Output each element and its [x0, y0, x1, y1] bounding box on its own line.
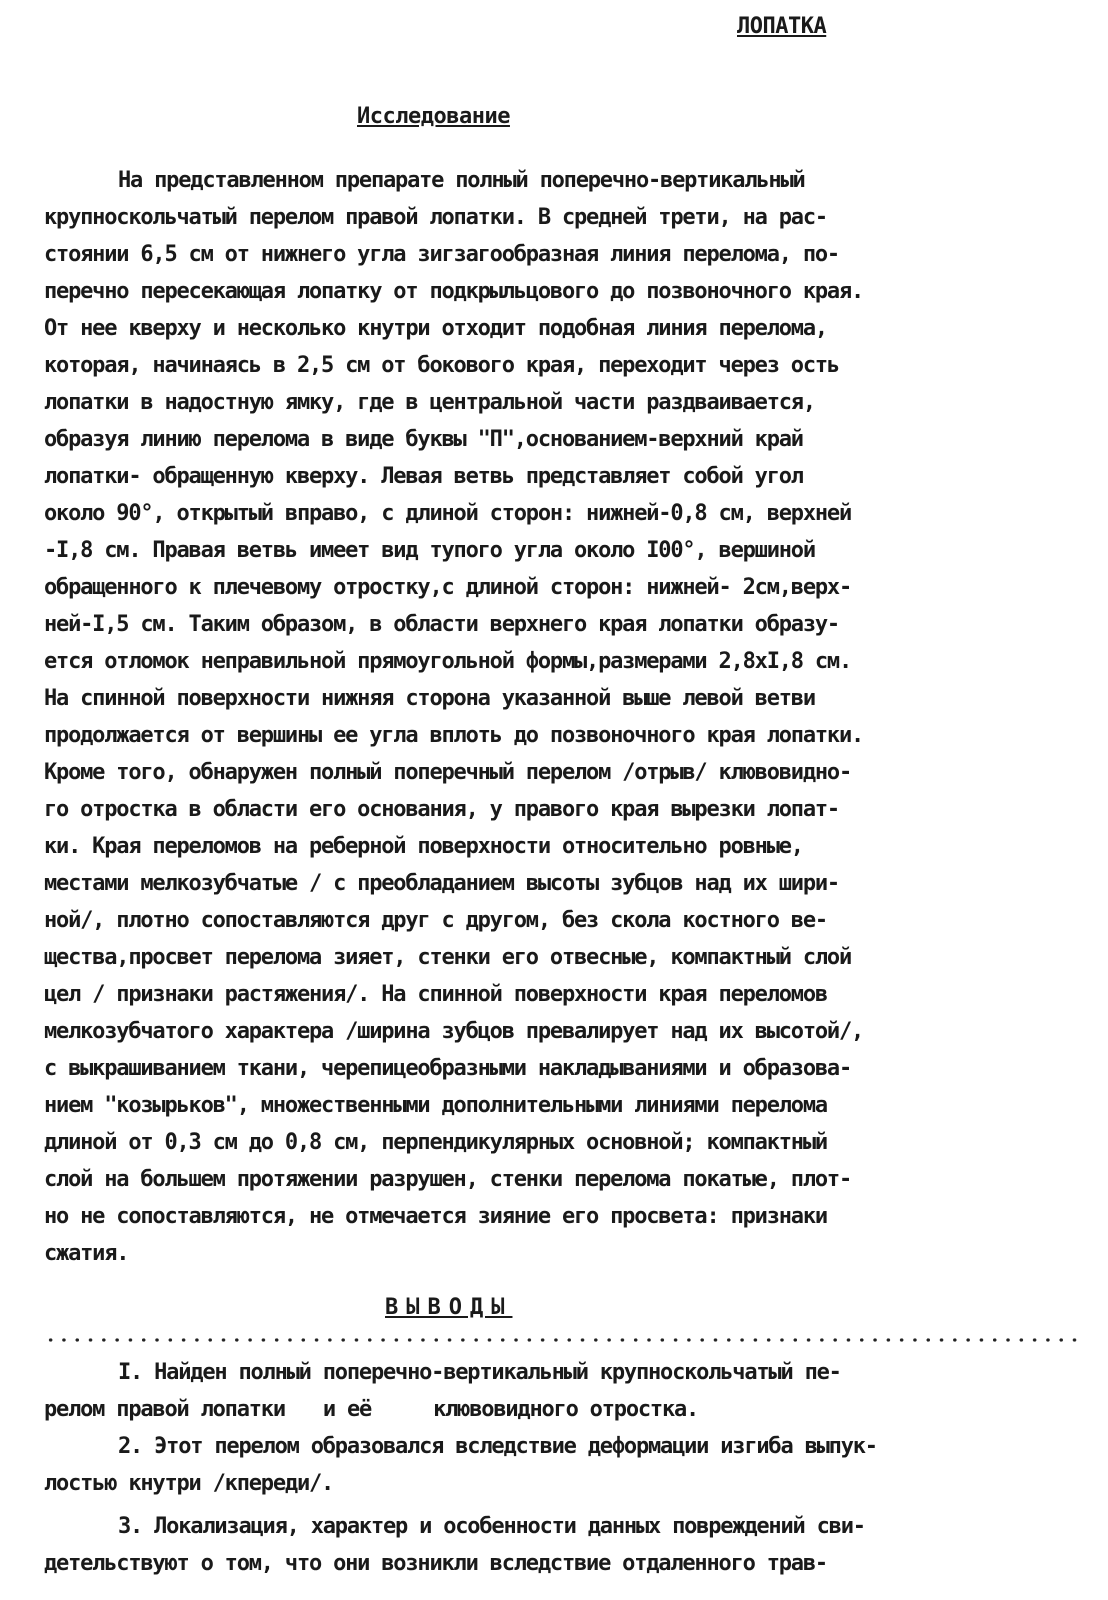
research-line: мелкозубчатого характера /ширина зубцов превалирует над их высотой/,: [44, 1019, 864, 1044]
document-title: ЛОПАТКА: [737, 14, 827, 39]
research-line: лопатки в надостную ямку, где в центральной части раздваивается,: [44, 390, 815, 415]
research-line: около 90°, открытый вправо, с длиной сторон: нижней-0,8 см, верхней: [44, 501, 852, 526]
research-line: местами мелкозубчатые / с преобладанием высоты зубцов над их шири-: [44, 871, 839, 896]
research-line: стоянии 6,5 см от нижнего угла зигзагообразная линия перелома, по-: [44, 242, 839, 267]
research-line: Кроме того, обнаружен полный поперечный перелом /отрыв/ клювовидно-: [44, 760, 852, 785]
dotted-divider: [44, 1337, 1078, 1343]
research-line: -I,8 см. Правая ветвь имеет вид тупого угла около I00°, вершиной: [44, 538, 815, 563]
research-line: ки. Края переломов на реберной поверхности относительно ровные,: [44, 834, 803, 859]
research-line: лопатки- обращенную кверху. Левая ветвь представляет собой угол: [44, 464, 803, 489]
conclusion-item-1-line: I. Найден полный поперечно-вертикальный крупноскольчатый пе-: [118, 1360, 841, 1385]
conclusion-item-2-line: 2. Этот перелом образовался вследствие деформации изгиба выпук-: [118, 1434, 877, 1459]
research-line: но не сопоставляются, не отмечается зияние его просвета: признаки: [44, 1204, 827, 1229]
section-title-conclusions: ВЫВОДЫ: [385, 1295, 513, 1320]
conclusion-item-2-line: лостью кнутри /кпереди/.: [44, 1471, 334, 1496]
research-line: длиной от 0,3 см до 0,8 см, перпендикулярных основной; компактный: [44, 1130, 827, 1155]
research-line: нием "козырьков", множественными дополнительными линиями перелома: [44, 1093, 827, 1118]
research-line: ется отломок неправильной прямоугольной формы,размерами 2,8xI,8 см.: [44, 649, 852, 674]
research-line: продолжается от вершины ее угла вплоть до позвоночного края лопатки.: [44, 723, 864, 748]
research-line: которая, начинаясь в 2,5 см от бокового края, переходит через ость: [44, 353, 839, 378]
research-line: От нее кверху и несколько кнутри отходит подобная линия перелома,: [44, 316, 827, 341]
research-line: обращенного к плечевому отростку,с длиной сторон: нижней- 2см,верх-: [44, 575, 852, 600]
research-line: перечно пересекающая лопатку от подкрыльцового до позвоночного края.: [44, 279, 864, 304]
research-line: слой на большем протяжении разрушен, стенки перелома покатые, плот-: [44, 1167, 852, 1192]
research-line: крупноскольчатый перелом правой лопатки. В средней трети, на рас-: [44, 205, 827, 230]
conclusion-item-3-line: 3. Локализация, характер и особенности данных повреждений сви-: [118, 1514, 865, 1539]
research-line: цел / признаки растяжения/. На спинной поверхности края переломов: [44, 982, 827, 1007]
conclusion-fragment: и её: [322, 1397, 372, 1422]
section-title-research: Исследование: [357, 104, 510, 129]
conclusion-item-1-line: [44, 1397, 698, 1423]
research-line: ней-I,5 см. Таким образом, в области верхнего края лопатки образу-: [44, 612, 839, 637]
research-line: го отростка в области его основания, у правого края вырезки лопат-: [44, 797, 839, 822]
research-line: ной/, плотно сопоставляются друг с другом, без скола костного ве-: [44, 908, 827, 933]
conclusion-fragment: клювовидного отростка.: [433, 1397, 699, 1422]
conclusion-item-3-line: детельствуют о том, что они возникли вследствие отдаленного трав-: [44, 1551, 827, 1576]
research-line: сжатия.: [44, 1241, 129, 1266]
conclusion-fragment: релом правой лопатки: [44, 1397, 285, 1422]
research-line: На представленном препарате полный поперечно-вертикальный: [118, 168, 805, 193]
research-line: образуя линию перелома в виде буквы "П",основанием-верхний край: [44, 427, 803, 452]
research-line: На спинной поверхности нижняя сторона указанной выше левой ветви: [44, 686, 815, 711]
research-line: с выкрашиванием ткани, черепицеобразными накладываниями и образова-: [44, 1056, 852, 1081]
research-line: щества,просвет перелома зияет, стенки его отвесные, компактный слой: [44, 945, 852, 970]
